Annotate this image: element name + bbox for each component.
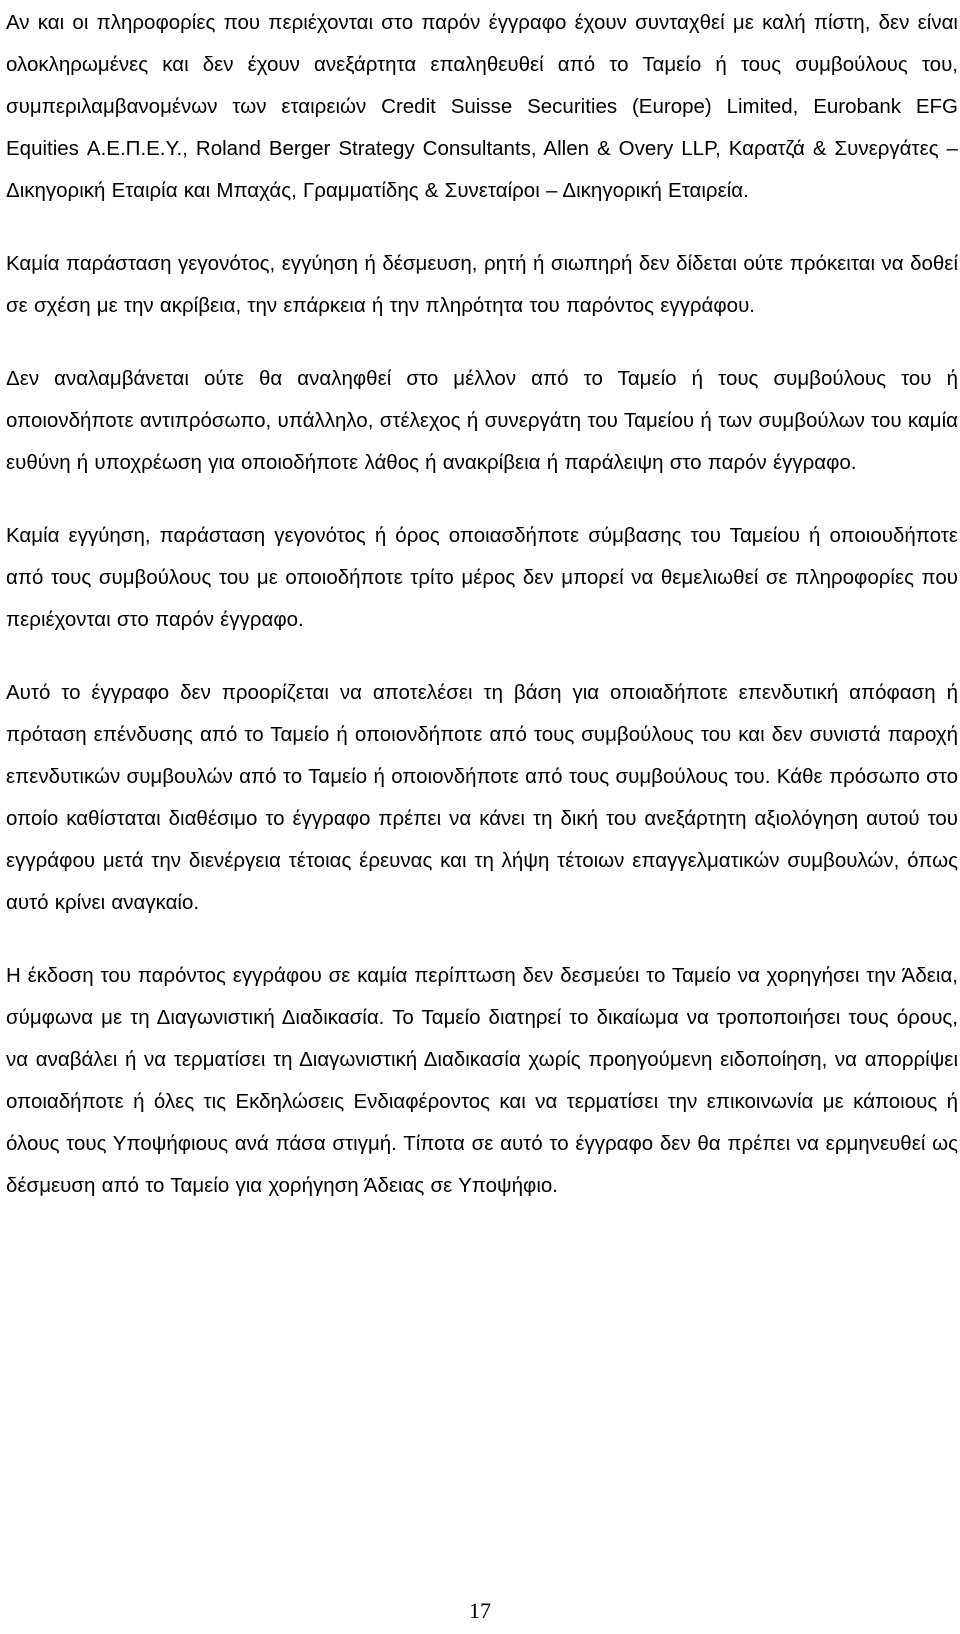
paragraph-no-liability: Δεν αναλαμβάνεται ούτε θα αναληφθεί στο μέλλον από το Ταμείο ή τους συμβούλους του ή οποιονδήποτε αντιπρόσωπο, υπάλληλο, στέλεχος ή συνεργάτη του Ταμείου ή των συμβούλων του καμία ευθύνη ή υποχρέωση για οποιοδήποτε λάθος ή ανακρίβεια ή παράλειψη στο παρόν έγγραφο. xyxy=(6,367,958,474)
page-number: 17 xyxy=(469,1598,491,1623)
paragraph-fund-rights: Η έκδοση του παρόντος εγγράφου σε καμία περίπτωση δεν δεσμεύει το Ταμείο να χορηγήσει την Άδεια, σύμφωνα με τη Διαγωνιστική Διαδικασία. Το Ταμείο διατηρεί το δικαίωμα να τροποποιήσει τους όρους, να αναβάλει ή να τερματίσει τη Διαγωνιστική Διαδικασία χωρίς προηγούμενη ειδοποίηση, να απορρίψει οποιαδήποτε ή όλες τις Εκδηλώσεις Ενδιαφέροντος και να τερματίσει την επικοινωνία με κάποιους ή όλους τους Υποψήφιους ανά πάσα στιγμή. Τίποτα σε αυτό το έγγραφο δεν θα πρέπει να ερμηνευθεί ως δέσμευση από το Ταμείο για χορήγηση Άδειας σε Υποψήφιο. xyxy=(6,964,958,1197)
document-body xyxy=(6,2,958,1207)
paragraph-no-contract-basis: Καμία εγγύηση, παράσταση γεγονότος ή όρος οποιασδήποτε σύμβασης του Ταμείου ή οποιουδήποτε από τους συμβούλους του με οποιοδήποτε τρίτο μέρος δεν μπορεί να θεμελιωθεί σε πληροφορίες που περιέχονται στο παρόν έγγραφο. xyxy=(6,524,958,631)
paragraph-disclaimer-sources: Αν και οι πληροφορίες που περιέχονται στο παρόν έγγραφο έχουν συνταχθεί με καλή πίστη, δεν είναι ολοκληρωμένες και δεν έχουν ανεξάρτητα επαληθευθεί από το Ταμείο ή τους συμβούλους του, συμπεριλαμβανομένων των εταιρειών Credit Suisse Securities (Europe) Limited, Eurobank EFG Equities Α.Ε.Π.Ε.Υ., Roland Berger Strategy Consultants, Allen & Overy LLP, Καρατζά & Συνεργάτες – Δικηγορική Εταιρία και Μπαχάς, Γραμματίδης & Συνεταίροι – Δικηγορική Εταιρεία. xyxy=(6,11,958,202)
paragraph-no-warranty: Καμία παράσταση γεγονότος, εγγύηση ή δέσμευση, ρητή ή σιωπηρή δεν δίδεται ούτε πρόκειται να δοθεί σε σχέση με την ακρίβεια, την επάρκεια ή την πληρότητα του παρόντος εγγράφου. xyxy=(6,252,958,317)
paragraph-not-investment-advice: Αυτό το έγγραφο δεν προορίζεται να αποτελέσει τη βάση για οποιαδήποτε επενδυτική απόφαση ή πρόταση επένδυσης από το Ταμείο ή οποιονδήποτε από τους συμβούλους του και δεν συνιστά παροχή επενδυτικών συμβουλών από το Ταμείο ή οποιονδήποτε από τους συμβούλους του. Κάθε πρόσωπο στο οποίο καθίσταται διαθέσιμο το έγγραφο πρέπει να κάνει τη δική του ανεξάρτητη αξιολόγηση αυτού του εγγράφου μετά την διενέργεια τέτοιας έρευνας και τη λήψη τέτοιων επαγγελματικών συμβουλών, όπως αυτό κρίνει αναγκαίο. xyxy=(6,681,958,914)
